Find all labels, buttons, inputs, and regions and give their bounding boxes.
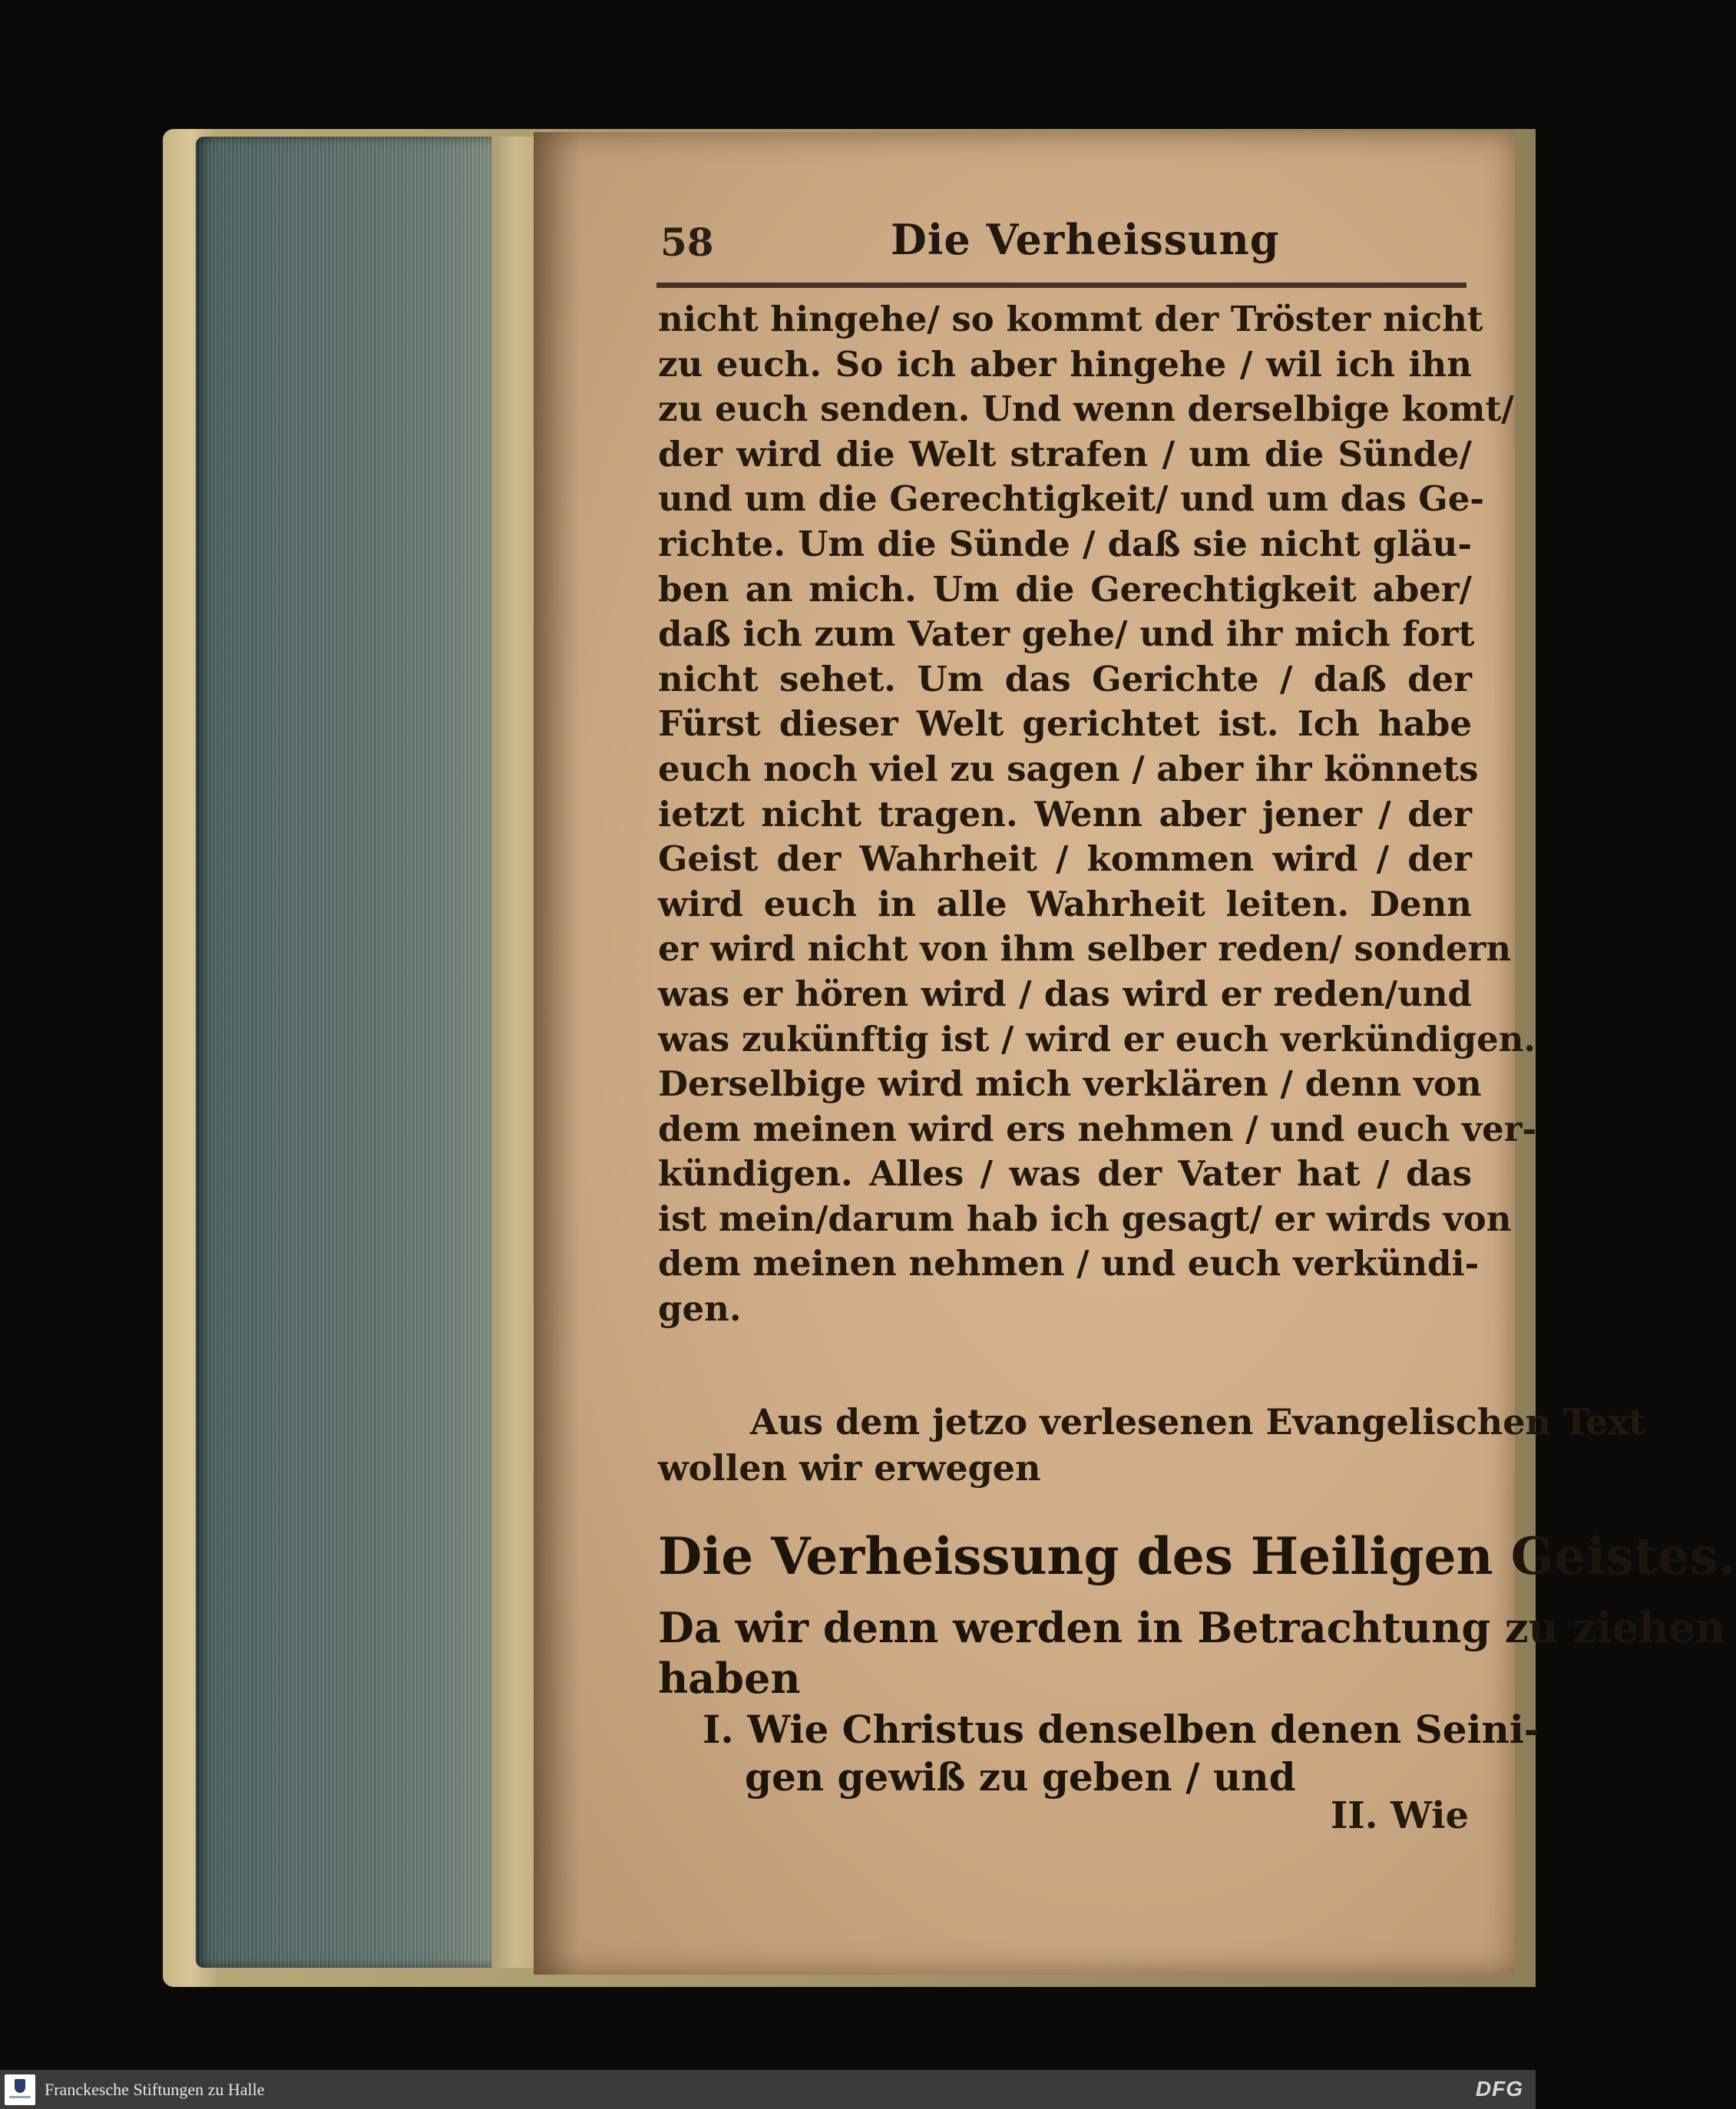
text-line: nicht hingehe/ so kommt der Tröster nicht [658, 299, 1483, 339]
text-line: er wird nicht von ihm selber reden/ sondern [658, 928, 1512, 970]
consideration-text [658, 1602, 1726, 1704]
text-line: ben an mich. Um die Gerechtigkeit aber/ [658, 568, 1472, 610]
scripture-passage [658, 297, 1537, 1332]
text-line: kündigen. Alles / was der Vater hat / das [658, 1153, 1472, 1195]
text-line: wird euch in alle Wahrheit leiten. Denn [658, 883, 1472, 924]
consideration-line: Da wir denn werden in Betrachtung zu ziehen [658, 1603, 1726, 1652]
intro-line: Aus dem jetzo verlesenen Evangelischen Text [750, 1401, 1645, 1443]
crest-icon [15, 2079, 25, 2093]
text-line: richte. Um die Sünde / daß sie nicht gläu- [658, 523, 1472, 564]
text-line: dem meinen wird ers nehmen / und euch ver- [658, 1108, 1537, 1149]
consideration-line: haben [658, 1654, 801, 1703]
book-page [534, 132, 1736, 1975]
page-number: 58 [660, 220, 714, 265]
page-edge-lip [491, 137, 537, 1968]
institution-name[interactable]: Franckesche Stiftungen zu Halle [45, 2080, 265, 2099]
point-line: gen gewiß zu geben / und [745, 1754, 1296, 1800]
book-page-edges [196, 137, 534, 1968]
catchword: II. Wie [1330, 1794, 1469, 1837]
gutter-shadow [534, 132, 580, 1975]
institution-logo-icon[interactable] [5, 2074, 35, 2105]
text-line: gen. [658, 1288, 742, 1330]
text-line: nicht sehet. Um das Gerichte / daß der [658, 658, 1472, 699]
text-line: was zukünftig ist / wird er euch verkündigen. [658, 1018, 1536, 1059]
archive-footer-bar [0, 2070, 1536, 2109]
text-line: was er hören wird / das wird er reden/und [658, 973, 1472, 1014]
logo-base [9, 2096, 31, 2098]
text-line: und um die Gerechtigkeit/ und um das Ge- [658, 478, 1485, 520]
text-line: Geist der Wahrheit / kommen wird / der [658, 838, 1472, 880]
text-line: euch noch viel zu sagen / aber ihr könnets [658, 748, 1479, 789]
text-line: ist mein/darum hab ich gesagt/ er wirds von [658, 1198, 1512, 1239]
text-line: zu euch. So ich aber hingehe / wil ich ihn [658, 343, 1472, 385]
running-title: Die Verheissung [891, 215, 1280, 264]
text-line: der wird die Welt strafen / um die Sünde/ [658, 433, 1472, 474]
text-line: ietzt nicht tragen. Wenn aber jener / der [658, 793, 1472, 835]
text-line: Fürst dieser Welt gerichtet ist. Ich habe [658, 703, 1472, 745]
sermon-theme-heading: Die Verheissung des Heiligen Geistes. [658, 1526, 1736, 1586]
head-rule [656, 283, 1467, 288]
dfg-logo[interactable]: DFG [1475, 2077, 1523, 2101]
running-head [660, 215, 1482, 284]
intro-line: wollen wir erwegen [658, 1447, 1041, 1489]
text-line: Derselbige wird mich verklären / denn von [658, 1063, 1482, 1105]
sermon-intro [658, 1399, 1645, 1491]
point-one [703, 1706, 1540, 1801]
point-line: I. Wie Christus denselben denen Seini- [703, 1707, 1540, 1752]
text-line: dem meinen nehmen / und euch verkündi- [658, 1243, 1480, 1284]
text-line: zu euch senden. Und wenn derselbige komt/ [658, 388, 1514, 430]
text-line: daß ich zum Vater gehe/ und ihr mich fort [658, 613, 1475, 655]
